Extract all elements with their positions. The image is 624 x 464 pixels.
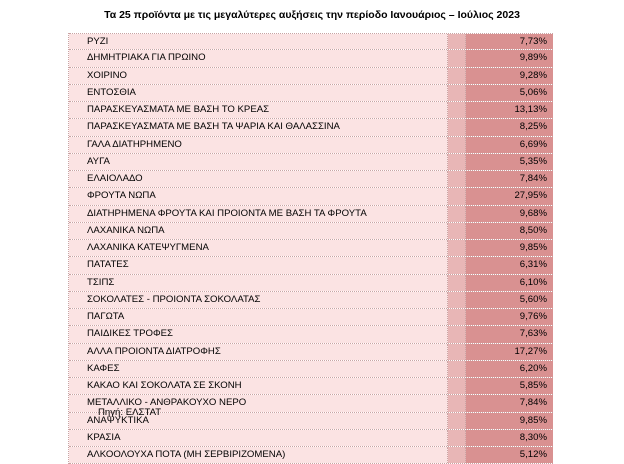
increase-percent: 8,50% [466, 223, 553, 239]
spacer-cell [448, 292, 466, 308]
spacer-cell [448, 430, 466, 446]
spacer-cell [448, 395, 466, 411]
spacer-cell [448, 378, 466, 394]
product-name: ΔΗΜΗΤΡΙΑΚΑ ΓΙΑ ΠΡΩΙΝΟ [69, 50, 448, 66]
table-row [69, 326, 553, 343]
product-name: ΠΑΓΩΤΑ [69, 309, 448, 325]
table-row [69, 257, 553, 274]
table-row [69, 275, 553, 292]
product-name: ΑΥΓΑ [69, 154, 448, 170]
table-row [69, 447, 553, 464]
spacer-cell [448, 447, 466, 463]
page-title: Τα 25 προϊόντα με τις μεγαλύτερες αυξήσεις την περίοδο Ιανουάριος – Ιούλιος 2023 [104, 9, 520, 21]
product-name: ΠΑΡΑΣΚΕΥΑΣΜΑΤΑ ΜΕ ΒΑΣΗ ΤΑ ΨΑΡΙΑ ΚΑΙ ΘΑΛΑΣΣΙΝΑ [69, 119, 448, 135]
spacer-cell [448, 137, 466, 153]
increase-percent: 7,73% [466, 34, 553, 49]
product-name: ΑΛΚΟΟΛΟΥΧΑ ΠΟΤΑ (ΜΗ ΣΕΡΒΙΡΙΖΟΜΕΝΑ) [69, 447, 448, 463]
increase-percent: 5,85% [466, 378, 553, 394]
table-row [69, 50, 553, 67]
product-name: ΜΕΤΑΛΛΙΚΟ - ΑΝΘΡΑΚΟΥΧΟ ΝΕΡΟ [69, 395, 448, 411]
source-note: Πηγή: ΕΛΣΤΑΤ [98, 407, 162, 418]
table-row [69, 223, 553, 240]
table-row [69, 240, 553, 257]
increase-percent: 7,63% [466, 326, 553, 342]
product-name: ΚΑΦΕΣ [69, 361, 448, 377]
table-row [69, 33, 553, 50]
table-row [69, 378, 553, 395]
table-row [69, 430, 553, 447]
increase-percent: 17,27% [466, 344, 553, 360]
spacer-cell [448, 188, 466, 204]
product-name: ΠΑΡΑΣΚΕΥΑΣΜΑΤΑ ΜΕ ΒΑΣΗ ΤΟ ΚΡΕΑΣ [69, 102, 448, 118]
spacer-cell [448, 68, 466, 84]
table-row [69, 154, 553, 171]
increase-percent: 6,69% [466, 137, 553, 153]
spacer-cell [448, 206, 466, 222]
product-name: ΠΑΤΑΤΕΣ [69, 257, 448, 273]
increase-percent: 5,35% [466, 154, 553, 170]
increase-percent: 8,25% [466, 119, 553, 135]
increase-percent: 9,89% [466, 50, 553, 66]
products-table [68, 33, 553, 464]
spacer-cell [448, 413, 466, 429]
increase-percent: 9,68% [466, 206, 553, 222]
product-name: ΚΑΚΑΟ ΚΑΙ ΣΟΚΟΛΑΤΑ ΣΕ ΣΚΟΝΗ [69, 378, 448, 394]
increase-percent: 7,84% [466, 171, 553, 187]
product-name: ΛΑΧΑΝΙΚΑ ΝΩΠΑ [69, 223, 448, 239]
spacer-cell [448, 361, 466, 377]
increase-percent: 13,13% [466, 102, 553, 118]
spacer-cell [448, 85, 466, 101]
table-row [69, 85, 553, 102]
spacer-cell [448, 34, 466, 49]
increase-percent: 9,76% [466, 309, 553, 325]
product-name: ΓΑΛΑ ΔΙΑΤΗΡΗΜΕΝΟ [69, 137, 448, 153]
increase-percent: 27,95% [466, 188, 553, 204]
increase-percent: 5,12% [466, 447, 553, 463]
spacer-cell [448, 119, 466, 135]
table-row [69, 361, 553, 378]
spacer-cell [448, 326, 466, 342]
increase-percent: 6,10% [466, 275, 553, 291]
table-row [69, 137, 553, 154]
spacer-cell [448, 102, 466, 118]
increase-percent: 9,85% [466, 413, 553, 429]
table-row [69, 171, 553, 188]
increase-percent: 5,06% [466, 85, 553, 101]
spacer-cell [448, 257, 466, 273]
table-row [69, 68, 553, 85]
product-name: ΧΟΙΡΙΝΟ [69, 68, 448, 84]
product-name: ΕΝΤΟΣΘΙΑ [69, 85, 448, 101]
increase-percent: 6,20% [466, 361, 553, 377]
table-row [69, 309, 553, 326]
increase-percent: 6,31% [466, 257, 553, 273]
table-row [69, 188, 553, 205]
increase-percent: 7,84% [466, 395, 553, 411]
product-name: ΤΣΙΠΣ [69, 275, 448, 291]
table-row [69, 119, 553, 136]
increase-percent: 9,28% [466, 68, 553, 84]
product-name: ΡΥΖΙ [69, 34, 448, 49]
spacer-cell [448, 344, 466, 360]
table-row [69, 206, 553, 223]
increase-percent: 5,60% [466, 292, 553, 308]
spacer-cell [448, 50, 466, 66]
spacer-cell [448, 309, 466, 325]
product-name: ΠΑΙΔΙΚΕΣ ΤΡΟΦΕΣ [69, 326, 448, 342]
spacer-cell [448, 223, 466, 239]
table-row [69, 102, 553, 119]
increase-percent: 8,30% [466, 430, 553, 446]
product-name: ΑΛΛΑ ΠΡΟΙΟΝΤΑ ΔΙΑΤΡΟΦΗΣ [69, 344, 448, 360]
product-name: ΑΝΑΨΥΚΤΙΚΑ [69, 413, 448, 429]
spacer-cell [448, 171, 466, 187]
product-name: ΦΡΟΥΤΑ ΝΩΠΑ [69, 188, 448, 204]
table-row [69, 292, 553, 309]
product-name: ΚΡΑΣΙΑ [69, 430, 448, 446]
product-name: ΔΙΑΤΗΡΗΜΕΝΑ ΦΡΟΥΤΑ ΚΑΙ ΠΡΟΙΟΝΤΑ ΜΕ ΒΑΣΗ ΤΑ ΦΡΟΥΤΑ [69, 206, 448, 222]
spacer-cell [448, 240, 466, 256]
product-name: ΕΛΑΙΟΛΑΔΟ [69, 171, 448, 187]
product-name: ΛΑΧΑΝΙΚΑ ΚΑΤΕΨΥΓΜΕΝΑ [69, 240, 448, 256]
spacer-cell [448, 154, 466, 170]
table-row [69, 344, 553, 361]
increase-percent: 9,85% [466, 240, 553, 256]
spacer-cell [448, 275, 466, 291]
product-name: ΣΟΚΟΛΑΤΕΣ - ΠΡΟΙΟΝΤΑ ΣΟΚΟΛΑΤΑΣ [69, 292, 448, 308]
